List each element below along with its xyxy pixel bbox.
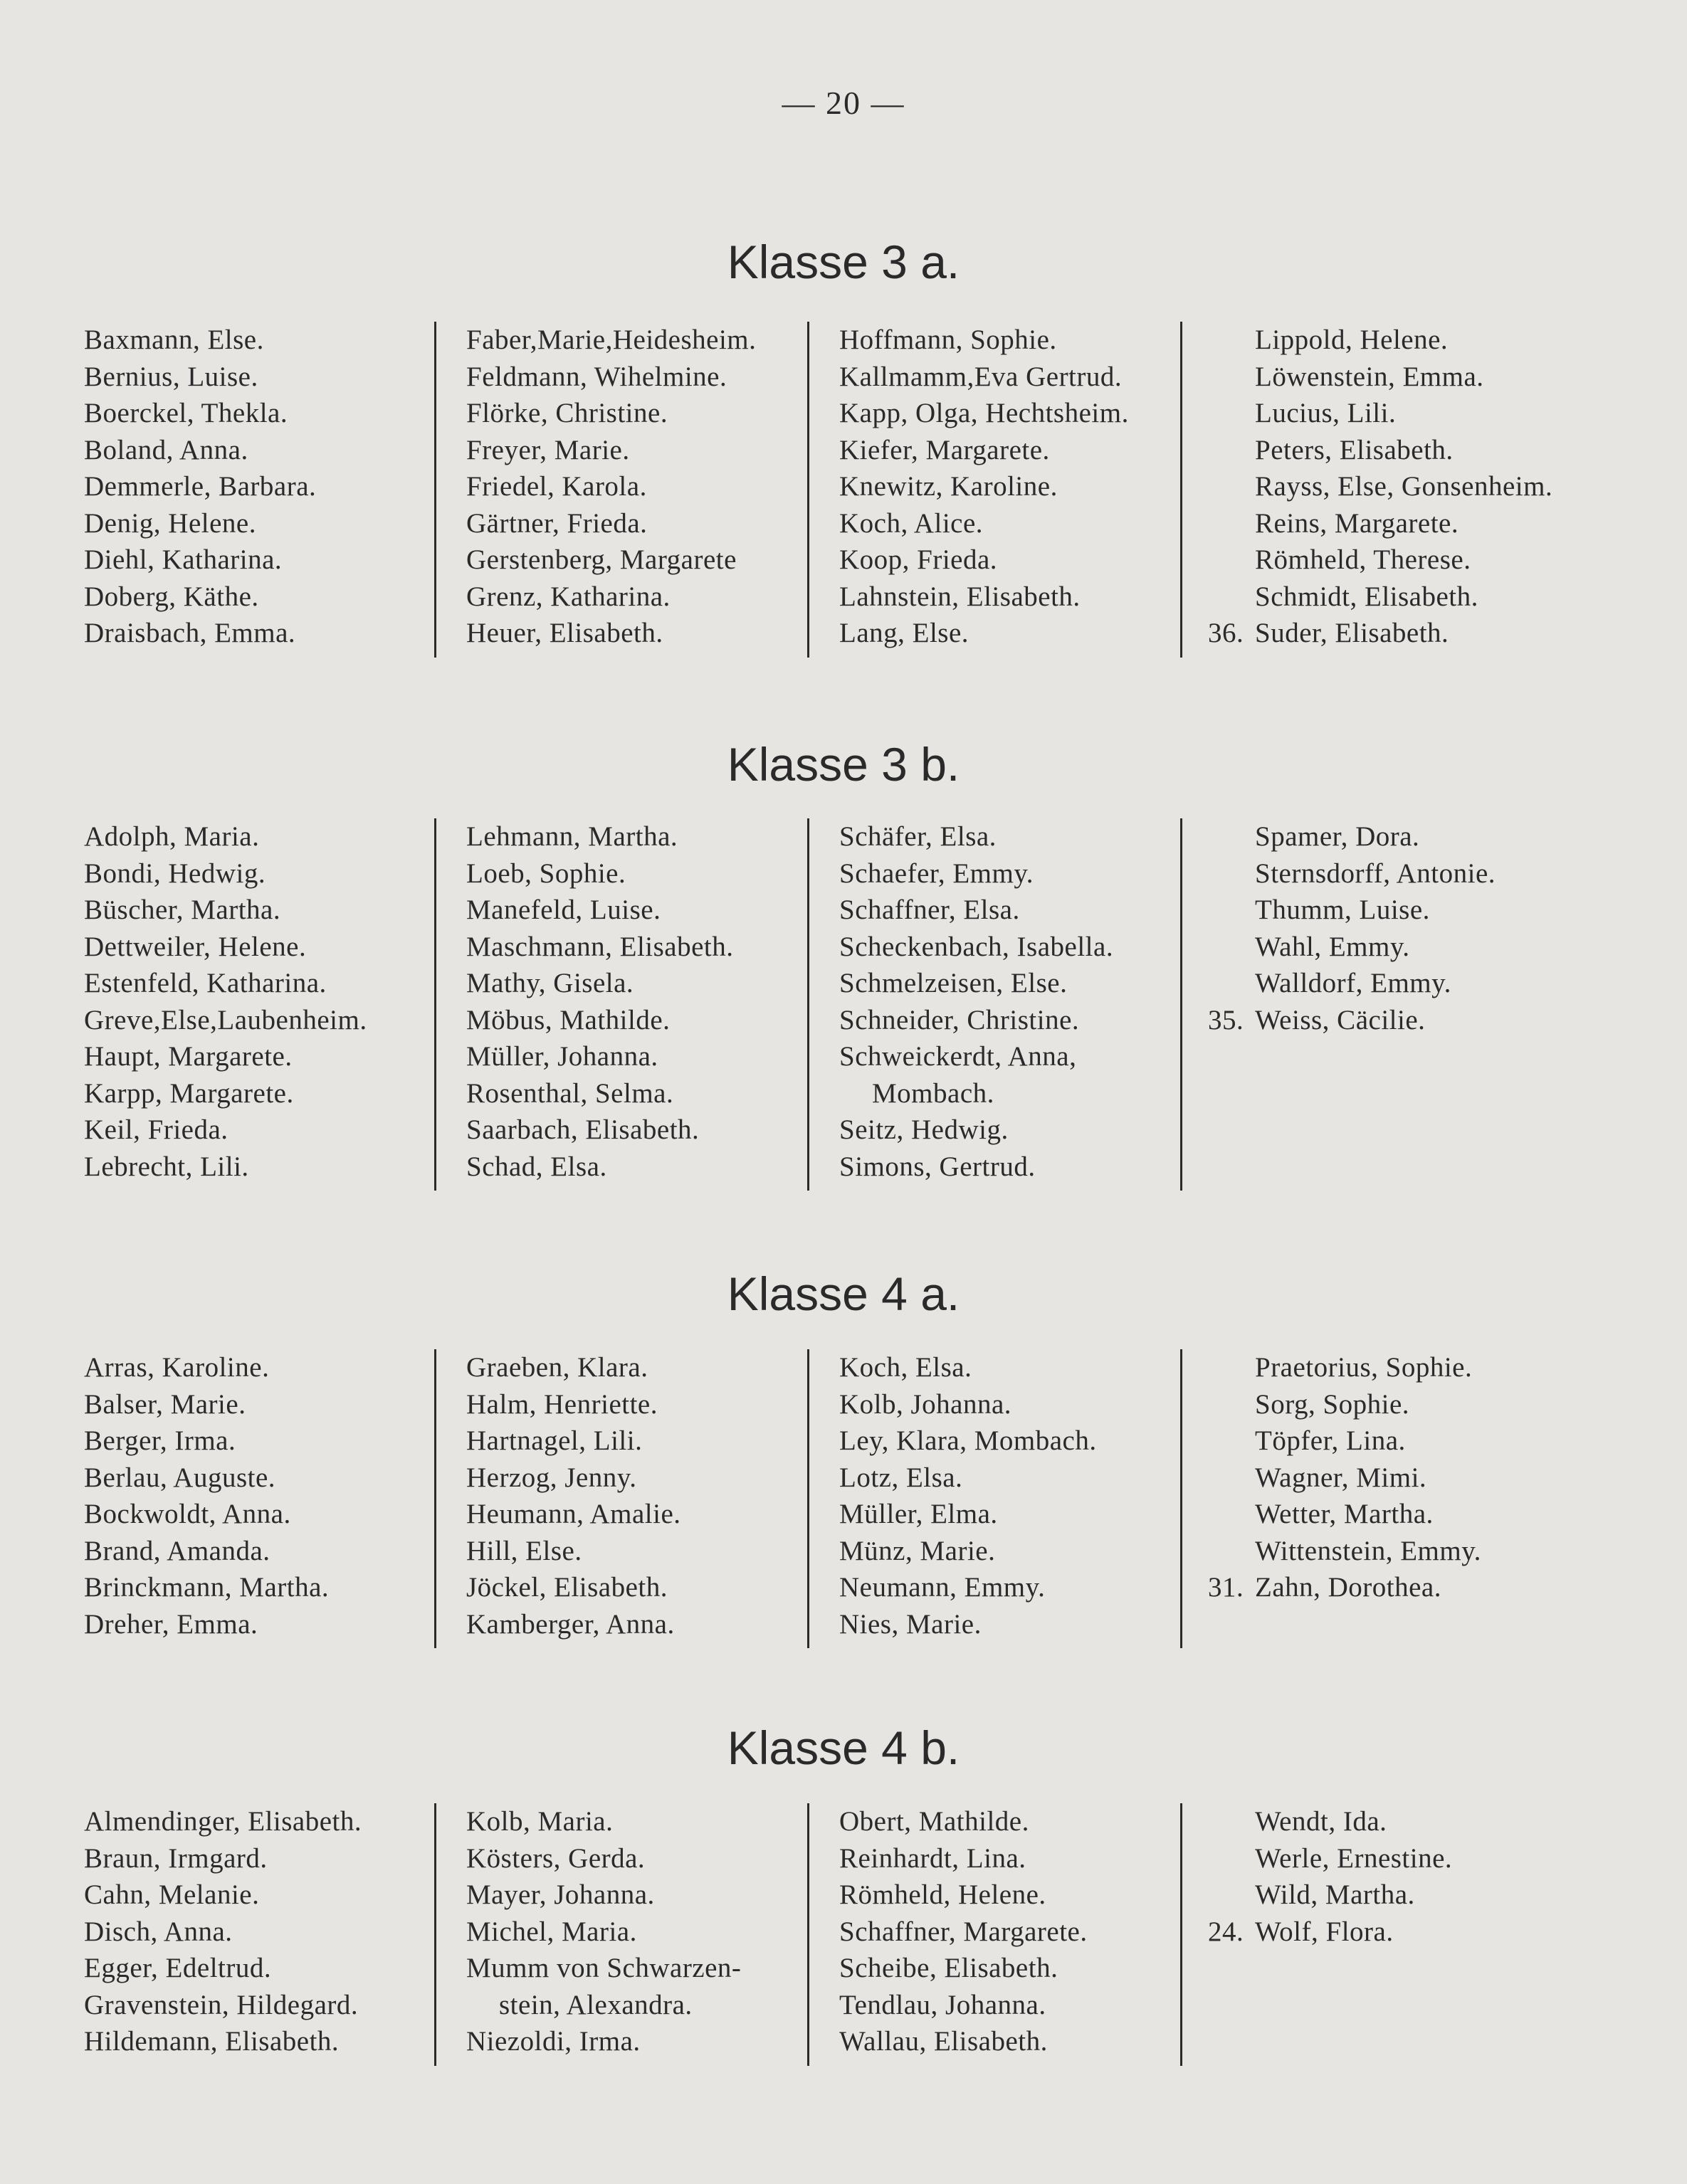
name-entry: Knewitz, Karoline.: [839, 471, 1058, 502]
section-heading-4a: Klasse 4 a.: [727, 1267, 960, 1320]
name-entry: Koop, Frieda.: [839, 544, 998, 575]
name-entry: Friedel, Karola.: [466, 471, 647, 502]
name-entry: [1182, 1002, 1597, 1039]
name-entry: Simons, Gertrud.: [839, 1151, 1036, 1182]
name-column: [1180, 818, 1600, 1191]
name-entry: Brand, Amanda.: [84, 1535, 270, 1566]
name-entry: Demmerle, Barbara.: [84, 471, 317, 502]
name-entry: Sternsdorff, Antonie.: [1255, 858, 1496, 889]
name-entry: Lang, Else.: [839, 618, 969, 648]
name-entry: Gravenstein, Hildegard.: [84, 1989, 359, 2020]
name-entry: Karpp, Margarete.: [84, 1077, 294, 1109]
name-entry: Disch, Anna.: [84, 1916, 233, 1947]
name-text: Zahn, Dorothea.: [1255, 1572, 1441, 1603]
name-entry: Heuer, Elisabeth.: [466, 618, 663, 648]
name-entry: Reins, Margarete.: [1255, 507, 1459, 539]
name-entry: Arras, Karoline.: [84, 1352, 270, 1383]
name-column: [807, 322, 1180, 658]
name-entry: Wetter, Martha.: [1255, 1499, 1434, 1529]
name-entry: Adolph, Maria.: [84, 821, 260, 852]
name-entry: Denig, Helene.: [84, 507, 256, 539]
name-entry: Römheld, Helene.: [839, 1879, 1046, 1910]
name-entry: Reinhardt, Lina.: [839, 1842, 1026, 1874]
name-entry: Schad, Elsa.: [466, 1151, 607, 1182]
class-count: 36.: [1208, 618, 1244, 648]
section-table-3b: [84, 818, 1600, 1191]
name-entry: Egger, Edeltrud.: [84, 1953, 272, 1983]
name-entry: Obert, Mathilde.: [839, 1806, 1029, 1837]
name-entry: Faber,Marie,Heidesheim.: [466, 325, 757, 355]
name-entry: Gerstenberg, Margarete: [466, 544, 737, 575]
section-heading-3a: Klasse 3 a.: [727, 236, 960, 288]
name-entry: Peters, Elisabeth.: [1255, 434, 1454, 465]
name-entry: stein, Alexandra.: [499, 1989, 693, 2020]
name-entry: Haupt, Margarete.: [84, 1041, 293, 1072]
name-column: [84, 1349, 434, 1648]
name-entry: Wallau, Elisabeth.: [839, 2026, 1048, 2057]
name-column: [1180, 1349, 1600, 1648]
name-entry: Herzog, Jenny.: [466, 1462, 637, 1493]
name-entry: Almendinger, Elisabeth.: [84, 1806, 362, 1837]
section-table-4b: [84, 1803, 1600, 2066]
name-entry: Freyer, Marie.: [466, 434, 630, 465]
name-entry: Gärtner, Frieda.: [466, 507, 648, 539]
name-entry: Berlau, Auguste.: [84, 1462, 276, 1493]
name-text: Suder, Elisabeth.: [1255, 618, 1449, 648]
name-entry: Sorg, Sophie.: [1255, 1388, 1410, 1420]
name-column: [84, 1803, 434, 2066]
name-entry: Möbus, Mathilde.: [466, 1004, 671, 1035]
name-entry: Kolb, Johanna.: [839, 1388, 1012, 1420]
name-entry: Mathy, Gisela.: [466, 968, 634, 998]
name-entry: Nies, Marie.: [839, 1608, 982, 1640]
name-entry: Lucius, Lili.: [1255, 398, 1397, 428]
name-entry: [1182, 1914, 1597, 1951]
name-entry: [1182, 615, 1597, 652]
name-entry: Tendlau, Johanna.: [839, 1989, 1046, 2020]
name-entry: Boerckel, Thekla.: [84, 398, 288, 428]
name-entry: Schäfer, Elsa.: [839, 821, 997, 852]
name-entry: Wahl, Emmy.: [1255, 931, 1410, 962]
name-entry: Scheibe, Elisabeth.: [839, 1953, 1058, 1983]
class-count: 24.: [1208, 1916, 1244, 1947]
name-entry: Seitz, Hedwig.: [839, 1114, 1009, 1145]
name-entry: Wittenstein, Emmy.: [1255, 1535, 1481, 1566]
name-entry: Boland, Anna.: [84, 434, 248, 465]
name-entry: Saarbach, Elisabeth.: [466, 1114, 700, 1145]
name-entry: Lehmann, Martha.: [466, 821, 678, 852]
name-entry: Bernius, Luise.: [84, 361, 258, 392]
name-entry: Jöckel, Elisabeth.: [466, 1572, 668, 1603]
name-entry: Koch, Alice.: [839, 507, 984, 539]
name-entry: Kiefer, Margarete.: [839, 434, 1050, 465]
class-count: 31.: [1208, 1572, 1244, 1603]
name-entry: Maschmann, Elisabeth.: [466, 931, 734, 962]
name-entry: Baxmann, Else.: [84, 325, 264, 355]
name-column: [807, 1803, 1180, 2066]
page-number: — 20 —: [782, 85, 905, 121]
name-entry: Dreher, Emma.: [84, 1608, 258, 1640]
name-column: [434, 818, 807, 1191]
name-entry: [1182, 1569, 1597, 1606]
name-column: [434, 1803, 807, 2066]
name-entry: Manefeld, Luise.: [466, 895, 661, 925]
name-entry: Schmelzeisen, Else.: [839, 968, 1068, 998]
name-entry: Dettweiler, Helene.: [84, 931, 307, 962]
name-entry: Wild, Martha.: [1255, 1879, 1415, 1910]
name-entry: Loeb, Sophie.: [466, 858, 626, 889]
name-entry: Niezoldi, Irma.: [466, 2026, 641, 2057]
name-entry: Mumm von Schwarzen-: [466, 1953, 742, 1983]
name-column: [84, 322, 434, 658]
class-count: 35.: [1208, 1004, 1244, 1035]
name-entry: Grenz, Katharina.: [466, 581, 671, 612]
name-entry: Doberg, Käthe.: [84, 581, 259, 612]
name-entry: Schmidt, Elisabeth.: [1255, 581, 1478, 612]
name-entry: Werle, Ernestine.: [1255, 1842, 1453, 1874]
name-entry: Spamer, Dora.: [1255, 821, 1420, 852]
name-entry: Löwenstein, Emma.: [1255, 361, 1484, 392]
name-entry: Estenfeld, Katharina.: [84, 968, 327, 998]
name-entry: Mombach.: [872, 1077, 994, 1109]
name-entry: Berger, Irma.: [84, 1425, 236, 1456]
name-entry: Hildemann, Elisabeth.: [84, 2026, 340, 2057]
section-table-3a: [84, 322, 1600, 658]
name-entry: Mayer, Johanna.: [466, 1879, 655, 1910]
name-entry: Müller, Johanna.: [466, 1041, 658, 1072]
section-table-4a: [84, 1349, 1600, 1648]
name-entry: Hoffmann, Sophie.: [839, 325, 1057, 355]
name-entry: Thumm, Luise.: [1255, 895, 1430, 925]
name-entry: Rayss, Else, Gonsenheim.: [1255, 471, 1553, 502]
name-entry: Michel, Maria.: [466, 1916, 637, 1947]
section-heading-3b: Klasse 3 b.: [727, 738, 960, 791]
name-entry: Wendt, Ida.: [1255, 1806, 1387, 1837]
name-entry: Lahnstein, Elisabeth.: [839, 581, 1081, 612]
section-heading-4b: Klasse 4 b.: [727, 1721, 960, 1774]
name-entry: Wagner, Mimi.: [1255, 1462, 1427, 1493]
name-column: [434, 322, 807, 658]
name-entry: Keil, Frieda.: [84, 1114, 228, 1145]
name-entry: Brinckmann, Martha.: [84, 1572, 330, 1603]
name-entry: Koch, Elsa.: [839, 1352, 972, 1383]
name-entry: Balser, Marie.: [84, 1388, 246, 1420]
name-entry: Kolb, Maria.: [466, 1806, 614, 1837]
name-entry: Lotz, Elsa.: [839, 1462, 963, 1493]
name-entry: Hill, Else.: [466, 1535, 582, 1566]
name-column: [807, 1349, 1180, 1648]
name-entry: Bondi, Hedwig.: [84, 858, 266, 889]
name-entry: Kösters, Gerda.: [466, 1842, 646, 1874]
name-entry: Neumann, Emmy.: [839, 1572, 1046, 1603]
name-entry: Schaffner, Margarete.: [839, 1916, 1088, 1947]
name-text: Wolf, Flora.: [1255, 1916, 1394, 1947]
name-entry: Diehl, Katharina.: [84, 544, 283, 575]
name-entry: Müller, Elma.: [839, 1499, 998, 1529]
name-entry: Kapp, Olga, Hechtsheim.: [839, 398, 1129, 428]
name-entry: Kamberger, Anna.: [466, 1608, 675, 1640]
name-entry: Büscher, Martha.: [84, 895, 281, 925]
name-column: [1180, 322, 1600, 658]
name-entry: Braun, Irmgard.: [84, 1842, 268, 1874]
name-entry: Hartnagel, Lili.: [466, 1425, 643, 1456]
name-entry: Rosenthal, Selma.: [466, 1077, 674, 1109]
name-entry: Lebrecht, Lili.: [84, 1151, 249, 1182]
name-entry: Kallmamm,Eva Gertrud.: [839, 361, 1123, 392]
name-entry: Schaefer, Emmy.: [839, 858, 1034, 889]
name-entry: Walldorf, Emmy.: [1255, 968, 1451, 998]
name-entry: Draisbach, Emma.: [84, 618, 296, 648]
name-entry: Münz, Marie.: [839, 1535, 996, 1566]
name-column: [84, 818, 434, 1191]
name-column: [434, 1349, 807, 1648]
name-entry: Töpfer, Lina.: [1255, 1425, 1406, 1456]
name-entry: Graeben, Klara.: [466, 1352, 648, 1383]
name-entry: Halm, Henriette.: [466, 1388, 658, 1420]
name-entry: Flörke, Christine.: [466, 398, 668, 428]
name-entry: Lippold, Helene.: [1255, 325, 1449, 355]
name-entry: Greve,Else,Laubenheim.: [84, 1004, 367, 1035]
name-entry: Heumann, Amalie.: [466, 1499, 681, 1529]
name-column: [1180, 1803, 1600, 2066]
name-entry: Scheckenbach, Isabella.: [839, 931, 1114, 962]
name-entry: Schneider, Christine.: [839, 1004, 1080, 1035]
name-entry: Bockwoldt, Anna.: [84, 1499, 291, 1529]
name-entry: Praetorius, Sophie.: [1255, 1352, 1473, 1383]
name-entry: Cahn, Melanie.: [84, 1879, 260, 1910]
name-column: [807, 818, 1180, 1191]
name-entry: Schweickerdt, Anna,: [839, 1041, 1077, 1072]
name-entry: Feldmann, Wihelmine.: [466, 361, 727, 392]
name-entry: Ley, Klara, Mombach.: [839, 1425, 1097, 1456]
name-entry: Schaffner, Elsa.: [839, 895, 1020, 925]
name-text: Weiss, Cäcilie.: [1255, 1004, 1426, 1035]
name-entry: Römheld, Therese.: [1255, 544, 1471, 575]
